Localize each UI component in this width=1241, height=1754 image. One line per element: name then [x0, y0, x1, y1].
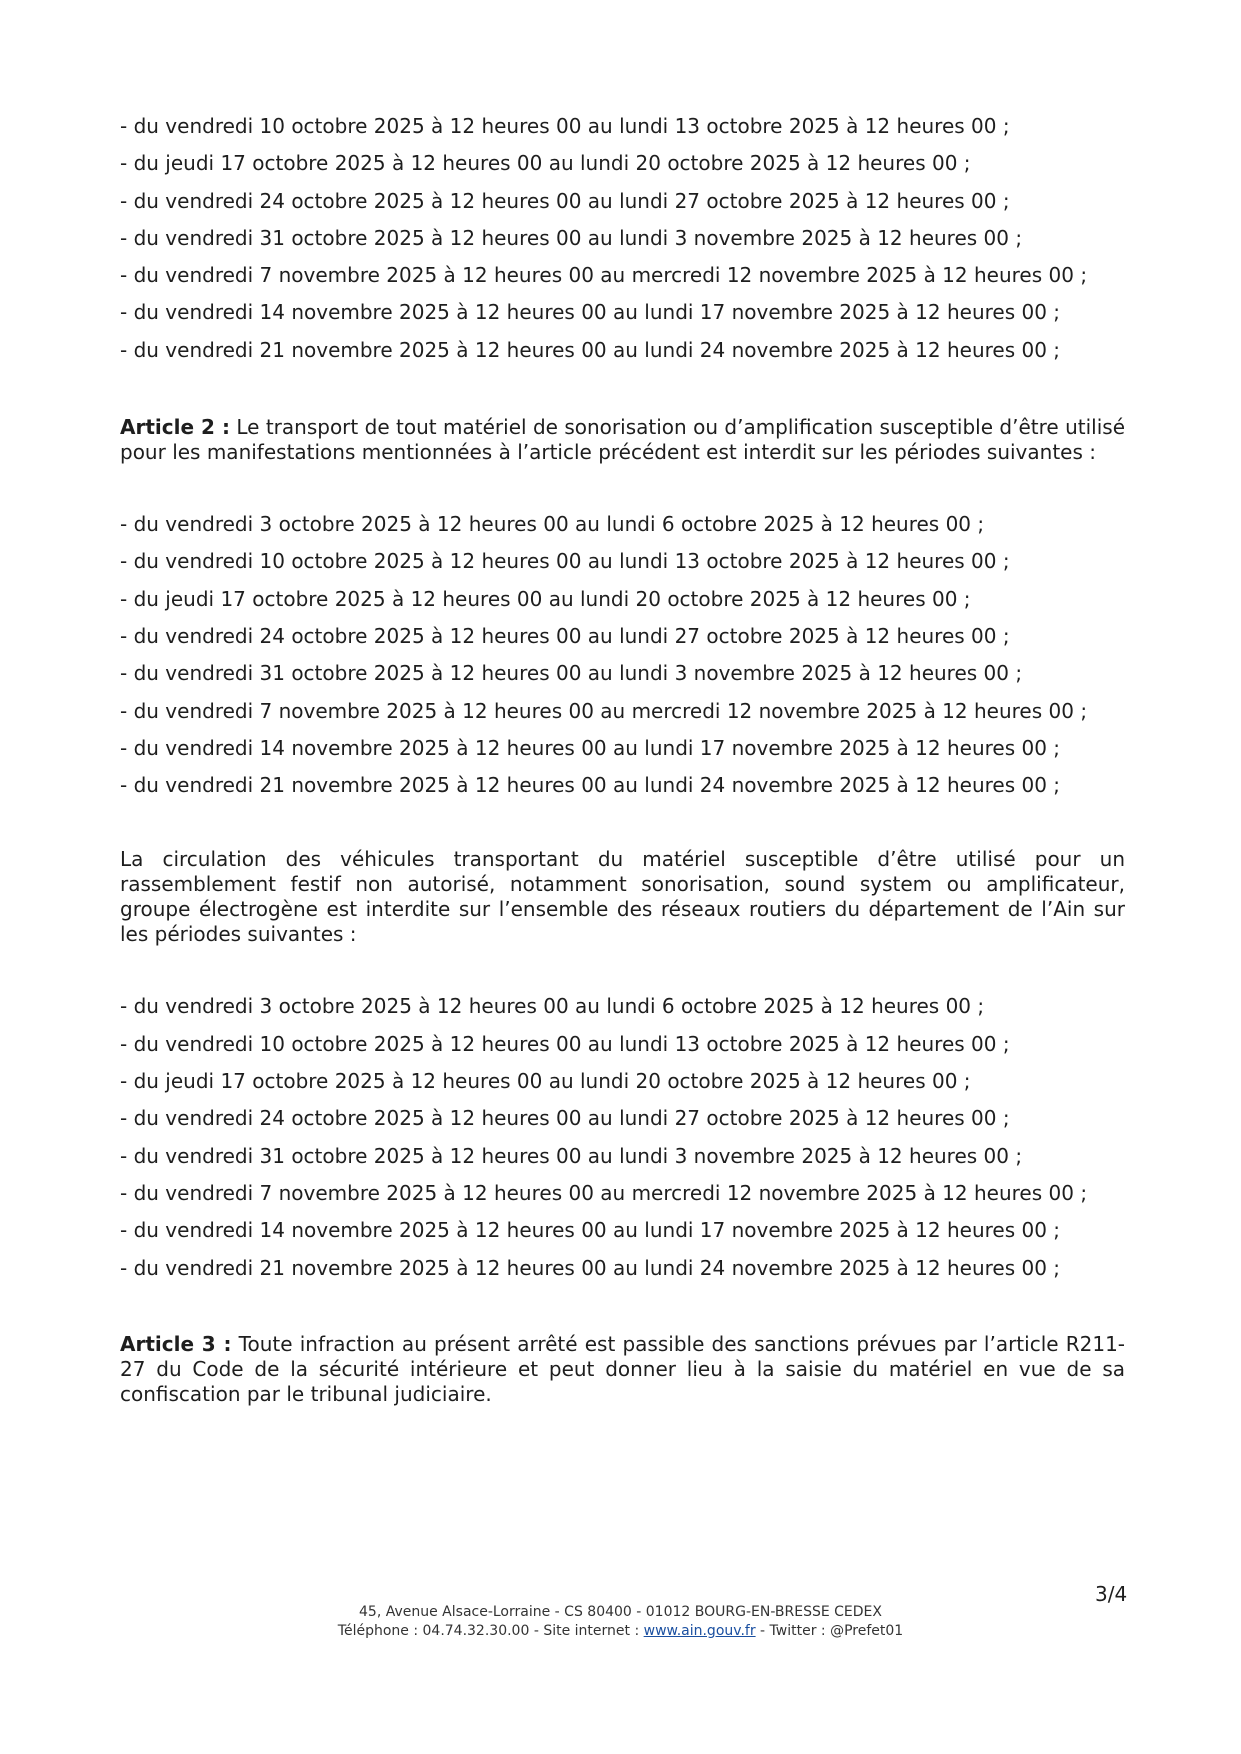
date-item: - du vendredi 24 octobre 2025 à 12 heures 00 au lundi 27 octobre 2025 à 12 heures 00 ; — [120, 1106, 1010, 1131]
date-item: - du vendredi 7 novembre 2025 à 12 heures 00 au mercredi 12 novembre 2025 à 12 heures 00 ; — [120, 263, 1088, 288]
date-item: - du jeudi 17 octobre 2025 à 12 heures 00 au lundi 20 octobre 2025 à 12 heures 00 ; — [120, 151, 971, 176]
date-item: - du vendredi 31 octobre 2025 à 12 heures 00 au lundi 3 novembre 2025 à 12 heures 00 ; — [120, 225, 1023, 250]
article-3-label: Article 3 : — [120, 1331, 232, 1356]
date-item: - du vendredi 10 octobre 2025 à 12 heures 00 au lundi 13 octobre 2025 à 12 heures 00 ; — [120, 114, 1010, 138]
date-list-article-2 — [120, 512, 1125, 810]
article-2-paragraph — [120, 415, 1125, 465]
date-item: - du vendredi 24 octobre 2025 à 12 heures 00 au lundi 27 octobre 2025 à 12 heures 00 ; — [120, 623, 1010, 648]
page-footer — [0, 1603, 1241, 1641]
date-item: - du vendredi 14 novembre 2025 à 12 heures 00 au lundi 17 novembre 2025 à 12 heures 00 ; — [120, 300, 1061, 325]
date-item: - du vendredi 24 octobre 2025 à 12 heures 00 au lundi 27 octobre 2025 à 12 heures 00 ; — [120, 188, 1010, 213]
date-item: - du jeudi 17 octobre 2025 à 12 heures 00 au lundi 20 octobre 2025 à 12 heures 00 ; — [120, 1069, 971, 1094]
footer-phone: Téléphone : 04.74.32.30.00 - Site internet : — [337, 1623, 644, 1639]
date-item: - du jeudi 17 octobre 2025 à 12 heures 00 au lundi 20 octobre 2025 à 12 heures 00 ; — [120, 586, 971, 611]
date-item: - du vendredi 31 octobre 2025 à 12 heures 00 au lundi 3 novembre 2025 à 12 heures 00 ; — [120, 1143, 1023, 1168]
date-item: - du vendredi 21 novembre 2025 à 12 heures 00 au lundi 24 novembre 2025 à 12 heures 00 ; — [120, 773, 1061, 798]
article-3-paragraph — [120, 1332, 1125, 1407]
date-list-top — [120, 114, 1125, 375]
document-body — [120, 114, 1125, 1407]
date-item: - du vendredi 10 octobre 2025 à 12 heures 00 au lundi 13 octobre 2025 à 12 heures 00 ; — [120, 549, 1010, 574]
footer-address: 45, Avenue Alsace-Lorraine - CS 80400 - 01012 BOURG-EN-BRESSE CEDEX — [359, 1604, 882, 1620]
date-item: - du vendredi 21 novembre 2025 à 12 heures 00 au lundi 24 novembre 2025 à 12 heures 00 ; — [120, 337, 1061, 362]
article-2-text: Le transport de tout matériel de sonorisation ou d’amplification susceptible d’être utilisé pour les manifestations mentionnées à l’article précédent est interdit sur les périodes suivantes : — [120, 415, 1125, 465]
date-item: - du vendredi 14 novembre 2025 à 12 heures 00 au lundi 17 novembre 2025 à 12 heures 00 ; — [120, 1218, 1061, 1243]
article-2-label: Article 2 : — [120, 415, 230, 440]
footer-twitter: - Twitter : @Prefet01 — [755, 1623, 904, 1639]
page-number: 3/4 — [1095, 1582, 1128, 1606]
date-item: - du vendredi 31 octobre 2025 à 12 heures 00 au lundi 3 novembre 2025 à 12 heures 00 ; — [120, 661, 1023, 686]
circulation-paragraph: La circulation des véhicules transportant du matériel susceptible d’être utilisé pour un rassemblement festif non autorisé, notamment sonorisation, sound system ou amplificateur, groupe électrogène est interdite sur l’ensemble des réseaux routiers du département de l’Ain sur les périodes suivantes : — [120, 847, 1125, 947]
footer-contact-line — [0, 1622, 1241, 1641]
article-3-text: Toute infraction au présent arrêté est passible des sanctions prévues par l’article R211-27 du Code de la sécurité intérieure et peut donner lieu à la saisie du matériel en vue de sa confiscation par le tribunal judiciaire. — [120, 1331, 1126, 1406]
date-item: - du vendredi 7 novembre 2025 à 12 heures 00 au mercredi 12 novembre 2025 à 12 heures 00 ; — [120, 698, 1088, 723]
date-item: - du vendredi 21 novembre 2025 à 12 heures 00 au lundi 24 novembre 2025 à 12 heures 00 ; — [120, 1255, 1061, 1280]
date-item: - du vendredi 3 octobre 2025 à 12 heures 00 au lundi 6 octobre 2025 à 12 heures 00 ; — [120, 994, 985, 1019]
date-item: - du vendredi 3 octobre 2025 à 12 heures 00 au lundi 6 octobre 2025 à 12 heures 00 ; — [120, 512, 985, 537]
date-list-circulation — [120, 994, 1125, 1292]
date-item: - du vendredi 14 novembre 2025 à 12 heures 00 au lundi 17 novembre 2025 à 12 heures 00 ; — [120, 735, 1061, 760]
date-item: - du vendredi 7 novembre 2025 à 12 heures 00 au mercredi 12 novembre 2025 à 12 heures 00 ; — [120, 1180, 1088, 1205]
website-link[interactable]: www.ain.gouv.fr — [643, 1623, 756, 1639]
date-item: - du vendredi 10 octobre 2025 à 12 heures 00 au lundi 13 octobre 2025 à 12 heures 00 ; — [120, 1031, 1010, 1056]
